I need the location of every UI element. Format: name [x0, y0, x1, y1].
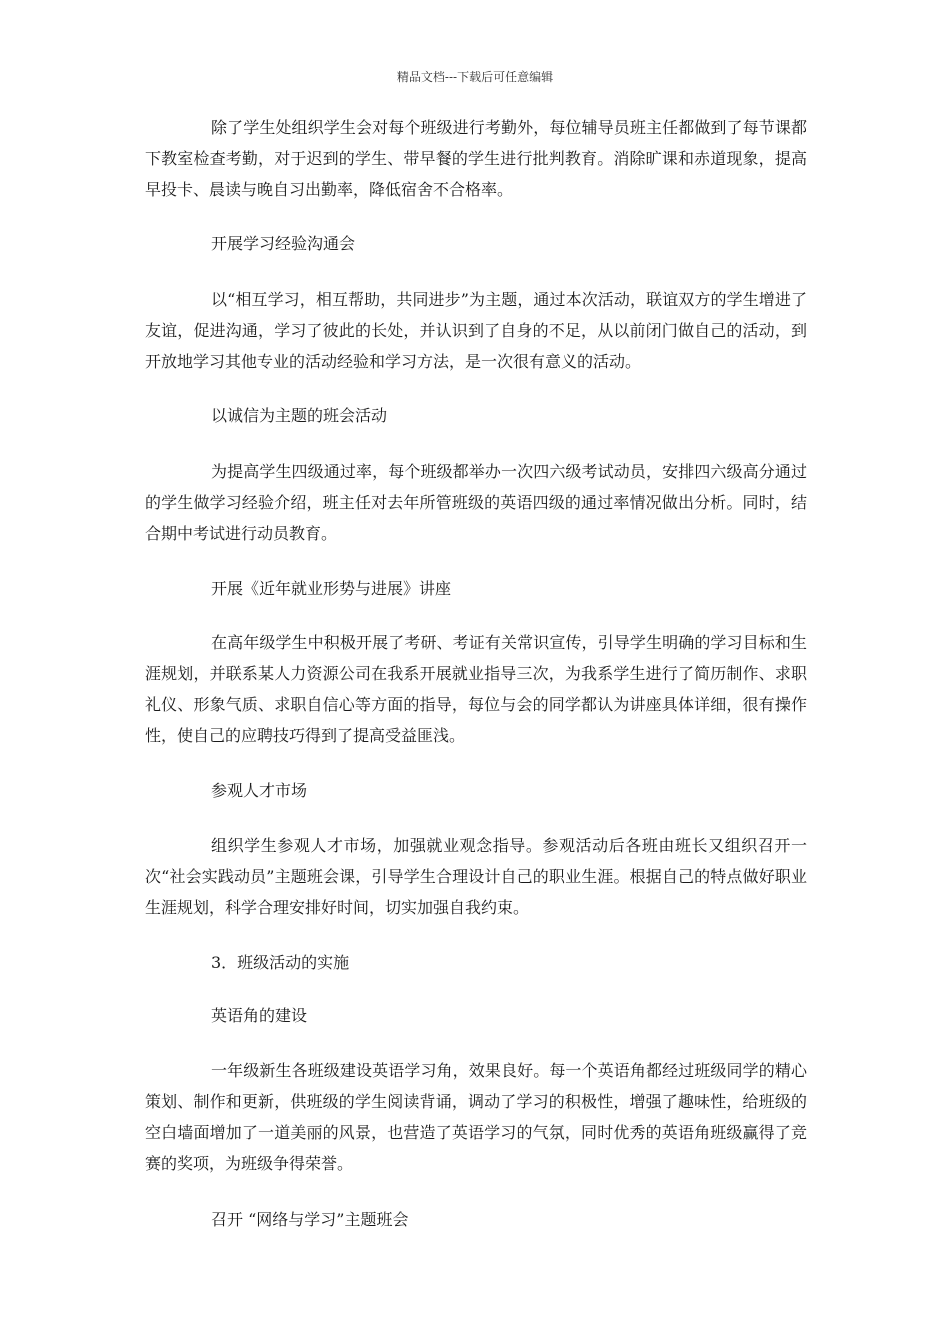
heading-network-meeting: 召开 “网络与学习”主题班会 — [211, 1210, 409, 1229]
paragraph-study-exchange: 以“相互学习，相互帮助，共同进步”为主题，通过本次活动，联谊双方的学生增进了友谊，促进沟通，学习了彼此的长处，并认识到了自身的不足，从以前闭门做自己的活动，到开放地学习其他专业的活动经验和学习方法，是一次很有意义的活动。 — [145, 290, 807, 371]
heading-english-corner: 英语角的建设 — [211, 1006, 308, 1025]
heading-talent-market: 参观人才市场 — [211, 781, 308, 800]
heading-study-exchange: 开展学习经验沟通会 — [211, 234, 356, 253]
page-header: 精品文档---下载后可任意编辑 — [396, 70, 554, 84]
paragraph-cet-mobilization: 为提高学生四级通过率，每个班级都举办一次四六级考试动员，安排四六级高分通过的学生做学习经验介绍，班主任对去年所管班级的英语四级的通过率情况做出分析。同时，结合期中考试进行动员教育。 — [145, 462, 807, 543]
paragraph-talent-market: 组织学生参观人才市场，加强就业观念指导。参观活动后各班由班长又组织召开一次“社会实践动员”主题班会课，引导学生合理设计自己的职业生涯。根据自己的特点做好职业生涯规划，科学合理安排好时间，切实加强自我约束。 — [145, 836, 807, 917]
heading-class-activities: 3．班级活动的实施 — [211, 953, 350, 972]
paragraph-attendance: 除了学生处组织学生会对每个班级进行考勤外，每位辅导员班主任都做到了每节课都下教室检查考勤，对于迟到的学生、带早餐的学生进行批判教育。消除旷课和赤道现象，提高早投卡、晨读与晚自习出勤率，降低宿舍不合格率。 — [145, 118, 807, 199]
paragraph-employment-lecture: 在高年级学生中积极开展了考研、考证有关常识宣传，引导学生明确的学习目标和生涯规划，并联系某人力资源公司在我系开展就业指导三次，为我系学生进行了简历制作、求职礼仪、形象气质、求职自信心等方面的指导，每位与会的同学都认为讲座具体详细，很有操作性，使自己的应聘技巧得到了提高受益匪浅。 — [145, 633, 807, 745]
heading-integrity-meeting: 以诚信为主题的班会活动 — [211, 406, 388, 425]
paragraph-english-corner: 一年级新生各班级建设英语学习角，效果良好。每一个英语角都经过班级同学的精心策划、制作和更新，供班级的学生阅读背诵，调动了学习的积极性，增强了趣味性，给班级的空白墙面增加了一道美丽的风景，也营造了英语学习的气氛，同时优秀的英语角班级赢得了竞赛的奖项，为班级争得荣誉。 — [145, 1061, 807, 1173]
heading-employment-lecture: 开展《近年就业形势与进展》讲座 — [211, 579, 452, 598]
